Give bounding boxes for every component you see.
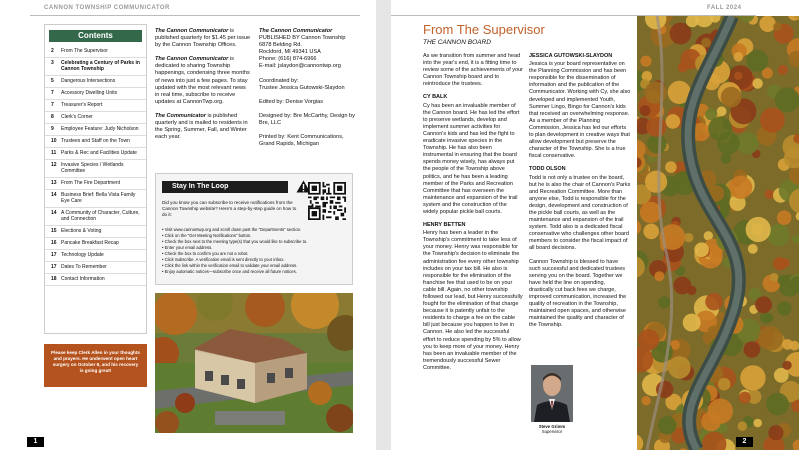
supervisor-portrait <box>531 365 573 422</box>
subscribe-step-text: Visit www.cannontwp.org and scroll down past the "Departments" section. <box>164 227 302 232</box>
running-header: CANNON TOWNSHIP COMMUNICATOR <box>44 5 170 11</box>
contents-page-number: 13 <box>51 180 57 186</box>
contents-item-label: Parks & Rec and Facilities Update <box>61 150 137 156</box>
contents-item-label: Technology Update <box>61 252 104 258</box>
page-number-right: 2 <box>736 437 753 447</box>
portrait-caption: Steve Grimm Supervisor <box>538 424 566 434</box>
contents-item[interactable] <box>45 262 146 274</box>
trustee-heading: CY BALK <box>423 94 448 101</box>
stay-in-loop-title: Stay In The Loop <box>162 181 288 193</box>
contents-item[interactable] <box>45 250 146 262</box>
header-rule <box>30 15 360 16</box>
page-number: 1 <box>27 437 44 447</box>
bullet-icon: • <box>162 233 165 238</box>
right-page <box>391 0 799 450</box>
left-page <box>0 0 376 450</box>
contents-item-label: Clerk's Corner <box>61 114 93 120</box>
trustee-heading: HENRY BETTEN <box>423 222 466 229</box>
contents-item[interactable] <box>45 160 146 178</box>
contents-item[interactable] <box>45 46 146 58</box>
contents-item-label: From The Fire Department <box>61 180 121 186</box>
contents-item-label: Treasurer's Report <box>61 102 103 108</box>
subscribe-step <box>162 269 350 275</box>
contents-item[interactable] <box>45 88 146 100</box>
subscribe-step-text: Click Subscribe. A verification email is sent directly to your inbox. <box>164 257 285 262</box>
bullet-icon: • <box>162 263 165 268</box>
contents-item[interactable] <box>45 208 146 226</box>
subscribe-step-text: Click the link within the verification email to validate your email address. <box>164 263 298 268</box>
contents-item[interactable] <box>45 136 146 148</box>
contents-page-number: 11 <box>51 150 57 156</box>
contents-item-label: Pancake Breakfast Recap <box>61 240 119 246</box>
contents-list <box>45 46 146 286</box>
contents-item-label: Employee Feature: Judy Nicholson <box>61 126 139 132</box>
contents-item[interactable] <box>45 112 146 124</box>
contents-item-label: Elections & Voting <box>61 228 102 234</box>
contents-item[interactable] <box>45 58 146 76</box>
article-column-2: JESSICA GUTOWSKI-SLAYDON Jessica is your board representative on the Planning Commission and has been responsible for the dissemination of information and the publication of the Communicator. Working with Cy, she also developed and implemented Youth, Summer Lingo, Bingo for Cannon's kids that received an overwhelming response. As a member of the Planning Commission, Jessica has led our efforts to plan development in creative ways that allow development but preserve the character of the Township. She is a true fiscal conservative. TODD OLSON Todd is not only a trustee on the board, but he is also the chair of Cannon's Parks and Recreation Committee. More than anyone else, Todd is responsible for the design, development and construction of the pickle ball courts, as well as the maintenance and expansion of the trail system. Todd also is a dedicated fiscal conservative who challenges other board members to consider the fiscal impact of all board decisions. Cannon Township is blessed to have such successful and dedicated trustees serving you on the board. Together we have held the line on spending, drastically cut back fees we charge, improved communication, increased the quality of recreation in the Township, maintained open spaces, and otherwise maintained the quality and character of the Township. <box>529 53 631 329</box>
article-title: From The Supervisor <box>423 22 545 37</box>
bullet-icon: • <box>162 251 165 256</box>
trustee-heading: JESSICA GUTOWSKI-SLAYDON <box>529 53 613 59</box>
subscribe-step-text: Check the box to confirm you are not a robot. <box>164 251 249 256</box>
bullet-icon: • <box>162 257 165 262</box>
contents-item-label: Dates To Remember <box>61 264 107 270</box>
contents-page-number: 14 <box>51 210 57 216</box>
subscribe-step-text: Click on the "Get Meeting Notifications" button. <box>164 233 252 238</box>
trustee-heading: TODD OLSON <box>529 166 566 173</box>
contents-item-label: A Community of Character, Culture, and Connection <box>61 210 140 222</box>
contents-box <box>44 24 147 334</box>
contents-item[interactable] <box>45 190 146 208</box>
contents-page-number: 7 <box>51 102 54 108</box>
contents-page-number: 9 <box>51 126 54 132</box>
contents-page-number: 8 <box>51 114 54 120</box>
contents-item-label: Invasive Species / Wetlands Committee <box>61 162 124 174</box>
contents-item[interactable] <box>45 76 146 88</box>
contents-page-number: 15 <box>51 228 57 234</box>
contents-page-number: 17 <box>51 264 57 270</box>
contents-item[interactable] <box>45 124 146 136</box>
contents-item[interactable] <box>45 226 146 238</box>
bullet-icon: • <box>162 239 165 244</box>
contents-page-number: 12 <box>51 162 57 168</box>
qr-code-icon[interactable] <box>308 182 346 220</box>
contents-page-number: 3 <box>51 60 54 66</box>
contents-item-label: Trustees and Staff on the Town <box>61 138 130 144</box>
contents-page-number: 17 <box>51 252 57 258</box>
contents-page-number: 10 <box>51 138 57 144</box>
contents-page-number: 7 <box>51 90 54 96</box>
stay-in-loop-box <box>155 173 353 285</box>
contents-item-label: Accessory Dwelling Units <box>61 90 118 96</box>
contents-page-number: 16 <box>51 240 57 246</box>
contents-page-number: 2 <box>51 48 54 54</box>
stay-in-loop-intro: Did you know you can subscribe to receive notifications from the Cannon Township website? Here's a step-by-step guide on how to do it: <box>162 200 297 217</box>
contents-title: Contents <box>49 30 142 42</box>
page-gutter <box>376 0 391 450</box>
bullet-icon: • <box>162 245 165 250</box>
subscribe-step-text: Enter your email address. <box>164 245 213 250</box>
township-hall-photo <box>155 293 353 433</box>
subscribe-step-text: Enjoy automatic notices—subscribe once and receive all future notices. <box>164 269 297 274</box>
running-header-right: FALL 2024 <box>707 5 742 11</box>
autumn-trail-aerial-photo <box>637 16 799 450</box>
intro-column: The Cannon Communicator is published quarterly for $1.45 per issue by the Cannon Township Offices. The Cannon Communicator is dedicated to sharing Township happenings, condensing three months of news into just a few pages. To stay updated with the most relevant news in real time, subscribe to receive updates at CannonTwp.org. The Communicator is published quarterly and is mailed to residents in the Spring, Summer, Fall, and Winter each year. <box>155 28 251 141</box>
bullet-icon: • <box>162 227 165 232</box>
contents-item-label: From The Supervisor <box>61 48 108 54</box>
contents-item-label: Business Brief: Bella Vista Family Eye Care <box>61 192 136 204</box>
contents-item[interactable] <box>45 100 146 112</box>
closing-paragraph: Cannon Township is blessed to have such successful and dedicated trustees serving you on the board. Together we have held the line on spending, drastically cut back fees we charge, improved communication, increased the quality of recreation in the Township, maintained open spaces, and otherwise maintained the quality and character of the Township. <box>529 258 627 329</box>
contents-page-number: 14 <box>51 192 57 198</box>
publisher-column: The Cannon Communicator PUBLISHED BY Cannon Township 6878 Belding Rd. Rockford, MI 49341 USA Phone: (616) 874-6966 E-mail: jslaydon@cannontwp.org Coordinated by: Trustee Jessica Gutowski-Slaydon Edited by: Denise Vorgias Designed by: Bre McCarthy, Design by Bre, LLC Printed by: Kent Communications, Grand Rapids, Michigan <box>259 28 355 148</box>
subscribe-steps <box>162 227 350 275</box>
contents-item[interactable] <box>45 238 146 250</box>
article-column-1: As we transition from summer and head into the year's end, it is a fitting time to review some of the achievements of your Cannon Township board and to reintroduce the trustees. CY BALK Cy has been an invaluable member of the Cannon board. He has led the effort to preserve wetlands, develop and implement summer activities for Cannon's kids and has led the fight to eradicate invasive species in the Township. He has also been instrumental in ensuring that the board spends money wisely, has always put the people of the Township above politics, and he has been a leading member of the Parks and Recreation Committee that has overseen the maintenance and expansion of the trail system and the construction of the widely popular pickle ball courts. HENRY BETTEN Henry has been a leader in the Township's commitment to take less of your money. Henry was responsible for the Township's decision to eliminate the administration fee every other township includes on your tax bill. He also is responsible for the elimination of the franchise fee that used to be on your cable bill. Again, no other township followed our lead, but Henry successfully fought for the elimination of that charge because it is patently unfair to the residents to charge a fee on the cable bill just because you happen to live in Cannon. He also led the successful effort to reduce spending by 5% to allow you to keep more of your money. Henry has been an invaluable member of the tremendously successful Sewer Committee. <box>423 53 523 371</box>
subscribe-step-text: Check the box next to the meeting type(s) that you would like to subscribe to. <box>164 239 308 244</box>
contents-item-label: Contact Information <box>61 276 105 282</box>
contents-item-label: Dangerous Intersections <box>61 78 116 84</box>
contents-item-label: Celebrating a Century of Parks in Cannon Township <box>61 60 140 72</box>
contents-item[interactable] <box>45 274 146 286</box>
contents-page-number: 5 <box>51 78 54 84</box>
intro-paragraph: As we transition from summer and head into the year's end, it is a fitting time to review some of the achievements of your Cannon Township board and to reintroduce the trustees. <box>423 53 523 88</box>
contents-page-number: 18 <box>51 276 57 282</box>
bullet-icon: • <box>162 269 165 274</box>
prayer-notice: Please keep Clerk Allen in your thoughts and prayers. He underwent open heart surgery on October 8, and his recovery is going great! <box>44 344 147 387</box>
contents-item[interactable] <box>45 148 146 160</box>
article-subtitle: THE CANNON BOARD <box>423 39 491 46</box>
contents-item[interactable] <box>45 178 146 190</box>
